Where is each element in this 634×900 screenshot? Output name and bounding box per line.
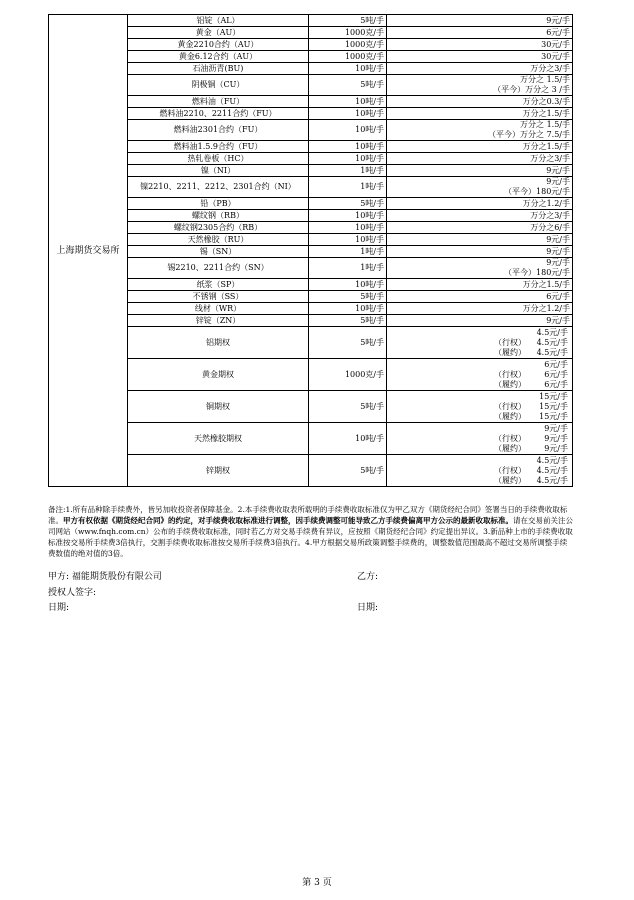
fee-cell — [387, 177, 573, 198]
option-trading-unit-cell: 5吨/手 — [309, 391, 387, 423]
remarks — [48, 504, 574, 559]
option-row — [49, 423, 573, 455]
trading-unit-cell: 10吨/手 — [309, 120, 387, 141]
option-fee-amount: 4.5元/手 — [536, 337, 568, 347]
trading-unit-cell: 1吨/手 — [309, 246, 387, 258]
option-fee-line — [389, 466, 570, 476]
option-fee-amount: 15元/手 — [539, 401, 568, 411]
trading-unit-cell: 5吨/手 — [309, 75, 387, 96]
option-fee-line — [389, 476, 570, 486]
fee-cell — [387, 39, 573, 51]
fee-row — [49, 153, 573, 165]
fee-cell — [387, 120, 573, 141]
fee-line: 万分之3/手 — [530, 153, 570, 163]
option-fee-line — [389, 380, 570, 390]
fee-cell — [387, 165, 573, 177]
fee-row — [49, 63, 573, 75]
fee-line: 30元/手 — [541, 39, 570, 49]
option-trading-unit-cell: 10吨/手 — [309, 423, 387, 455]
variety-cell: 锡2210、2211合约（SN） — [128, 258, 309, 279]
fee-row — [49, 51, 573, 63]
fee-row — [49, 246, 573, 258]
option-fee-line — [389, 424, 570, 434]
variety-cell: 铅（PB） — [128, 198, 309, 210]
trading-unit-cell: 5吨/手 — [309, 291, 387, 303]
fee-cell — [387, 27, 573, 39]
variety-cell: 天然橡胶（RU） — [128, 234, 309, 246]
option-fee-amount: 9元/手 — [544, 443, 568, 453]
option-fee-line — [389, 434, 570, 444]
fee-line: （平今）180元/手 — [504, 187, 570, 196]
fee-cell — [387, 279, 573, 291]
option-fee-type: （履约） — [494, 443, 526, 453]
trading-unit-cell: 1吨/手 — [309, 258, 387, 279]
fee-line: 9元/手 — [546, 246, 570, 256]
variety-cell: 线材（WR） — [128, 303, 309, 315]
fee-cell — [387, 108, 573, 120]
fee-row — [49, 303, 573, 315]
trading-unit-cell: 10吨/手 — [309, 108, 387, 120]
option-fee-cell — [387, 359, 573, 391]
fee-line: 万分之6/手 — [530, 222, 570, 232]
fee-cell — [387, 291, 573, 303]
fee-line: 万分之1.5/手 — [522, 279, 570, 289]
variety-cell: 黄金6.12合约（AU） — [128, 51, 309, 63]
option-fee-amount: 15元/手 — [539, 391, 568, 401]
option-fee-line — [389, 402, 570, 412]
variety-cell: 锌锭（ZN） — [128, 315, 309, 327]
option-fee-amount: 9元/手 — [544, 433, 568, 443]
option-fee-amount: 4.5元/手 — [536, 455, 568, 465]
fee-row — [49, 315, 573, 327]
option-variety-cell: 铜期权 — [128, 391, 309, 423]
fee-line: 万分之1.2/手 — [522, 198, 570, 208]
variety-cell: 燃料油（FU） — [128, 96, 309, 108]
fee-cell — [387, 210, 573, 222]
party-b-label: 乙方: — [357, 572, 379, 582]
option-fee-amount: 4.5元/手 — [536, 475, 568, 485]
authorized-signatory-label: 授权人签字: — [48, 588, 97, 598]
option-fee-type: （行权） — [494, 433, 526, 443]
option-row — [49, 327, 573, 359]
fee-cell — [387, 141, 573, 153]
option-fee-line — [389, 360, 570, 370]
remarks-part-2-bold: 甲方有权依据《期货经纪合同》的约定，对手续费收取标准进行调整，因手续费调整可能导致乙方手续费偏离甲方公示的最新收取标准。 — [63, 516, 513, 525]
variety-cell: 纸浆（SP） — [128, 279, 309, 291]
fee-line: （平今）180元/手 — [504, 268, 570, 277]
fee-line: 万分之1.2/手 — [522, 303, 570, 313]
option-fee-amount: 4.5元/手 — [536, 327, 568, 337]
trading-unit-cell: 1吨/手 — [309, 165, 387, 177]
fee-row — [49, 279, 573, 291]
fee-table — [48, 14, 573, 487]
option-fee-type: （行权） — [494, 401, 526, 411]
trading-unit-cell: 1000克/手 — [309, 39, 387, 51]
variety-cell: 不锈钢（SS） — [128, 291, 309, 303]
fee-cell — [387, 63, 573, 75]
variety-cell: 锡（SN） — [128, 246, 309, 258]
fee-row — [49, 96, 573, 108]
fee-row — [49, 234, 573, 246]
fee-line: 9元/手 — [546, 234, 570, 244]
fee-line: 万分之 1.5/手 — [520, 120, 570, 129]
remarks-part-3: 请在交易前关注公司网站（www.fnqh.com.cn）公布的手续费收取标准，同时若乙方对交易手续费有异议，应按照《期货经纪合同》约定提出异议。3.新品种上市的手续费收取标准按交易所手续费3倍执行，交割手续费收取标准按交易所手续费3倍执行。4.甲方根据交易所政策调整手续费的，调整数值范围最高不超过交易所调整手续费数值的绝对值的3倍。 — [48, 516, 573, 558]
exchange-name-cell: 上海期货交易所 — [49, 15, 128, 487]
fee-row — [49, 210, 573, 222]
date-b-label: 日期: — [357, 603, 379, 613]
fee-cell — [387, 258, 573, 279]
option-fee-line — [389, 370, 570, 380]
option-fee-type: （行权） — [494, 465, 526, 475]
option-row — [49, 391, 573, 423]
option-fee-cell — [387, 391, 573, 423]
option-variety-cell: 天然橡胶期权 — [128, 423, 309, 455]
option-fee-cell — [387, 423, 573, 455]
fee-cell — [387, 153, 573, 165]
trading-unit-cell: 10吨/手 — [309, 234, 387, 246]
remarks-part-1: 备注:1.所有品种除手续费外，皆另加收投资者保障基金。2.本手续费收取表所载明的手续费收取标准仅为甲乙双方《期货经纪合同》签署当日的手续费收取标准。 — [48, 505, 568, 525]
fee-row — [49, 177, 573, 198]
option-trading-unit-cell: 5吨/手 — [309, 327, 387, 359]
page-number: 第 3 页 — [302, 878, 332, 888]
fee-cell — [387, 315, 573, 327]
fee-cell — [387, 51, 573, 63]
option-fee-amount: 9元/手 — [544, 423, 568, 433]
option-fee-line — [389, 328, 570, 338]
date-a-label: 日期: — [48, 603, 70, 613]
fee-line: （平今）万分之 3 /手 — [493, 85, 570, 94]
fee-row — [49, 258, 573, 279]
fee-row — [49, 165, 573, 177]
fee-cell — [387, 303, 573, 315]
fee-line: 9元/手 — [546, 315, 570, 325]
fee-line: 6元/手 — [546, 27, 570, 37]
option-fee-amount: 4.5元/手 — [536, 347, 568, 357]
option-fee-type: （履约） — [494, 411, 526, 421]
trading-unit-cell: 10吨/手 — [309, 210, 387, 222]
variety-cell: 燃料油2210、2211合约（FU） — [128, 108, 309, 120]
trading-unit-cell: 10吨/手 — [309, 63, 387, 75]
fee-line: 9元/手 — [546, 177, 570, 186]
option-fee-type: （履约） — [494, 475, 526, 485]
option-variety-cell: 黄金期权 — [128, 359, 309, 391]
option-fee-amount: 6元/手 — [544, 379, 568, 389]
fee-line: 万分之1.5/手 — [522, 108, 570, 118]
option-variety-cell: 锌期权 — [128, 455, 309, 487]
fee-row — [49, 120, 573, 141]
fee-line: 万分之3/手 — [530, 63, 570, 73]
trading-unit-cell: 5吨/手 — [309, 315, 387, 327]
option-fee-line — [389, 392, 570, 402]
option-fee-line — [389, 348, 570, 358]
trading-unit-cell: 5吨/手 — [309, 198, 387, 210]
option-fee-amount: 6元/手 — [544, 359, 568, 369]
variety-cell: 镍2210、2211、2212、2301合约（NI） — [128, 177, 309, 198]
option-row — [49, 359, 573, 391]
fee-line: 万分之 1.5/手 — [520, 75, 570, 84]
fee-row — [49, 108, 573, 120]
variety-cell: 热轧卷板（HC） — [128, 153, 309, 165]
fee-line: 万分之0.3/手 — [522, 96, 570, 106]
option-fee-cell — [387, 327, 573, 359]
trading-unit-cell: 10吨/手 — [309, 279, 387, 291]
trading-unit-cell: 10吨/手 — [309, 141, 387, 153]
fee-row — [49, 141, 573, 153]
variety-cell: 铝锭（AL） — [128, 15, 309, 27]
option-fee-amount: 6元/手 — [544, 369, 568, 379]
variety-cell: 阴极铜（CU） — [128, 75, 309, 96]
option-fee-amount: 4.5元/手 — [536, 465, 568, 475]
fee-line: 9元/手 — [546, 15, 570, 25]
fee-line: 万分之1.5/手 — [522, 141, 570, 151]
option-fee-type: （履约） — [494, 379, 526, 389]
variety-cell: 螺纹钢（RB） — [128, 210, 309, 222]
option-variety-cell: 铝期权 — [128, 327, 309, 359]
variety-cell: 燃料油2301合约（FU） — [128, 120, 309, 141]
variety-cell: 石油沥青(BU) — [128, 63, 309, 75]
fee-line: 30元/手 — [541, 51, 570, 61]
fee-cell — [387, 96, 573, 108]
fee-line: 6元/手 — [546, 291, 570, 301]
trading-unit-cell: 10吨/手 — [309, 153, 387, 165]
fee-line: （平今）万分之 7.5/手 — [488, 130, 570, 139]
variety-cell: 黄金2210合约（AU） — [128, 39, 309, 51]
option-fee-type: （行权） — [494, 337, 526, 347]
variety-cell: 镍（NI） — [128, 165, 309, 177]
trading-unit-cell: 10吨/手 — [309, 222, 387, 234]
fee-row — [49, 15, 573, 27]
option-fee-line — [389, 412, 570, 422]
trading-unit-cell: 1000克/手 — [309, 27, 387, 39]
fee-row — [49, 39, 573, 51]
option-trading-unit-cell: 5吨/手 — [309, 455, 387, 487]
fee-cell — [387, 75, 573, 96]
fee-row — [49, 198, 573, 210]
trading-unit-cell: 10吨/手 — [309, 303, 387, 315]
fee-cell — [387, 234, 573, 246]
option-fee-type: （履约） — [494, 347, 526, 357]
fee-cell — [387, 15, 573, 27]
fee-line: 万分之3/手 — [530, 210, 570, 220]
fee-cell — [387, 246, 573, 258]
fee-row — [49, 291, 573, 303]
option-row — [49, 455, 573, 487]
variety-cell: 螺纹钢2305合约（RB） — [128, 222, 309, 234]
option-fee-type: （行权） — [494, 369, 526, 379]
fee-line: 9元/手 — [546, 258, 570, 267]
fee-row — [49, 27, 573, 39]
variety-cell: 黄金（AU） — [128, 27, 309, 39]
option-fee-amount: 15元/手 — [539, 411, 568, 421]
trading-unit-cell: 1吨/手 — [309, 177, 387, 198]
fee-cell — [387, 222, 573, 234]
variety-cell: 燃料油1.5.9合约（FU） — [128, 141, 309, 153]
fee-row — [49, 222, 573, 234]
option-trading-unit-cell: 1000克/手 — [309, 359, 387, 391]
fee-line: 9元/手 — [546, 165, 570, 175]
option-fee-cell — [387, 455, 573, 487]
fee-row — [49, 75, 573, 96]
trading-unit-cell: 5吨/手 — [309, 15, 387, 27]
option-fee-line — [389, 444, 570, 454]
party-a-label: 甲方: 福能期货股份有限公司 — [48, 572, 162, 582]
option-fee-line — [389, 456, 570, 466]
trading-unit-cell: 1000克/手 — [309, 51, 387, 63]
trading-unit-cell: 10吨/手 — [309, 96, 387, 108]
option-fee-line — [389, 338, 570, 348]
fee-cell — [387, 198, 573, 210]
